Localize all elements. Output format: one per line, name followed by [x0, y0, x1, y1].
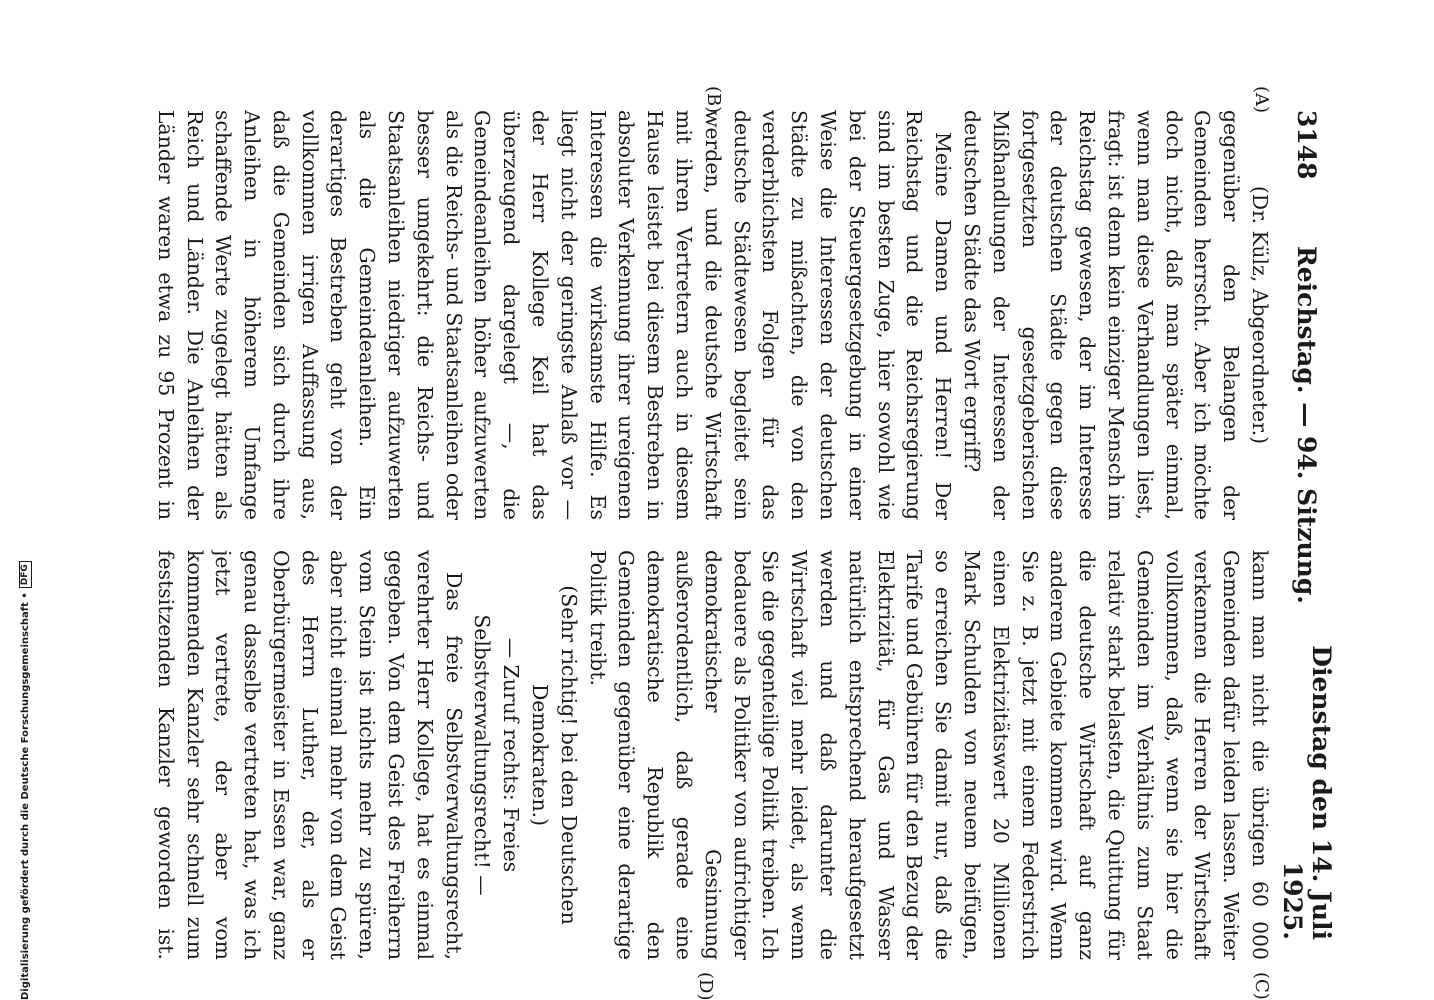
- speaker-note: (Dr. Külz, Abgeordneter.): [1248, 185, 1272, 445]
- right-column: [154, 550, 1274, 960]
- paragraph: kann man nicht die übrigen 60 000 Gemeinden dafür leiden lassen. Weiter verkennen die Herren der Wirtschaft vollkommen, daß, wenn sie hier die Gemeinden im Verhältnis zum Staat relativ stark belasten, die Quittung für die deutsche Wirtschaft auf ganz anderem Gebiete kommen wird. Wenn Sie z. B. jetzt mit einem Federstrich einen Elektrizitätswert 20 Millionen Mark Schulden von neuem beifügen, so erreichen Sie damit nur, daß die Tarife und Gebühren für den Bezug der Elektrizität, für Gas und Wasser natürlich entsprechend heraufgesetzt werden und daß darunter die Wirtschaft viel mehr leidet, als wenn Sie die gegenteilige Politik treiben. Ich bedauere als Politiker von aufrichtiger demokratischer Gesinnung außerordentlich, daß gerade eine demokratische Republik den Gemeinden gegenüber eine derartige Politik treibt.: [585, 550, 1272, 960]
- header-title: Reichstag. — 94. Sitzung.: [1292, 245, 1322, 605]
- paragraph: Das freie Selbstverwaltungsrecht, verehrter Herr Kollege, hat es einmal gegeben. Von dem Geist des Freiherrn vom Stein ist nichts mehr zu spüren, aber nicht einmal mehr von dem Geist des Herrn Luther, der, als er Oberbürgermeister in Essen war, ganz genau dasselbe vertreten hat, was ich jetzt vertrete, der aber vom kommenden Kanzler sehr schnell zum festsitzenden Kanzler geworden ist.: [154, 550, 466, 960]
- paragraph: Meine Damen und Herren! Der Reichstag und die Reichsregierung sind im besten Zuge, hier sowohl wie bei der Steuergesetzgebung in einer Weise die Interessen der deutschen Städte zu mißachten, die von den verderblichsten Folgen für das deutsche Städtewesen begleitet sein werden, und die deutsche Wirtschaft mit ihren Vertretern auch in diesem Hause leistet bei diesem Bestreben in absoluter Verkennung ihrer ureigenen Interessen die wirksamste Hilfe. Es liegt nicht der geringste Anlaß vor — der Herr Kollege Keil hat das überzeugend dargelegt —, die Gemeindeanleihen höher aufzuwerten als die Reichs- und Staatsanleihen oder besser umgekehrt: die Reichs- und Staatsanleihen niedriger aufzuwerten als die Gemeindeanleihen. Ein derartiges Bestreben geht von der vollkommen irrigen Auffassung aus, daß die Gemeinden sich durch ihre Anleihen in höherem Umfange schaffende Werte zugelegt hätten als Reich und Länder. Die Anleihen der Länder waren etwa zu 95 Prozent in: [154, 110, 956, 520]
- text-columns: [154, 110, 1274, 990]
- interjection: (Sehr richtig! bei den Deutschen Demokraten.): [528, 585, 581, 925]
- page-header: [1278, 110, 1336, 940]
- margin-mark-a: (A): [1251, 86, 1272, 114]
- paragraph: gegenüber den Belangen der Gemeinden herrscht. Aber ich möchte doch nicht, daß man später einmal, wenn man diese Verhandlungen liest, fragt: ist denn kein einziger Mensch im Reichstag gewesen, der im Interesse der deutschen Städte gegen diese fortgesetzten gesetzgeberischen Mißhandlungen der Interessen der deutschen Städte das Wort ergriff?: [960, 110, 1244, 520]
- margin-mark-b: (B): [703, 86, 724, 114]
- page-number: 3148: [1292, 110, 1322, 180]
- digitization-credit: [18, 564, 32, 1000]
- margin-mark-c: (C): [1251, 972, 1272, 1000]
- header-date: Dienstag den 14. Juli 1925.: [1278, 645, 1336, 940]
- credit-text: Digitalisierung gefördert durch die Deutsche Forschungsgemeinschaft •: [19, 592, 31, 1000]
- interjection: — Zuruf rechts: Freies Selbstverwaltungsrecht! —: [470, 614, 524, 896]
- dfg-logo-icon: DFG: [19, 561, 32, 588]
- margin-mark-d: (D): [695, 972, 716, 1000]
- left-column: [154, 110, 1274, 520]
